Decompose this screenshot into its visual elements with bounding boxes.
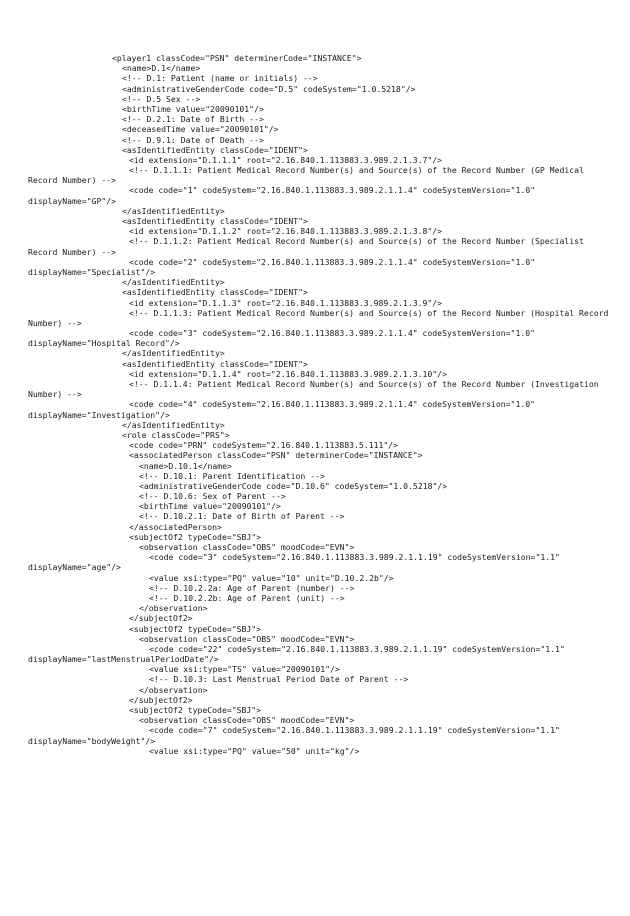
- code-line: <!-- D.10.1: Parent Identification -->: [139, 470, 325, 481]
- code-line: <value xsi:type="PQ" value="10" unit="D.10.2.2b"/>: [149, 572, 394, 583]
- code-line: <!-- D.1: Patient (name or initials) -->: [122, 73, 318, 84]
- code-line: <code code="1" codeSystem="2.16.840.1.113883.3.989.2.1.1.4" codeSystemVersion="1.0": [129, 185, 536, 196]
- code-line: displayName="bodyWeight"/>: [28, 735, 156, 746]
- code-line: <asIdentifiedEntity classCode="IDENT">: [122, 358, 308, 369]
- code-line: displayName="lastMenstrualPeriodDate"/>: [28, 654, 219, 665]
- code-line: <code code="3" codeSystem="2.16.840.1.113883.3.989.2.1.1.19" codeSystemVersion="1.1": [149, 552, 560, 563]
- code-line: <subjectOf2 typeCode="SBJ">: [129, 705, 262, 715]
- code-line: <birthTime value="20090101"/>: [122, 103, 264, 114]
- code-line: </subjectOf2>: [129, 694, 193, 705]
- code-line: <id extension="D.1.1.2" root="2.16.840.1.113883.3.989.2.1.3.8"/>: [129, 226, 443, 237]
- code-line: <asIdentifiedEntity classCode="IDENT">: [122, 287, 308, 298]
- code-line: <observation classCode="OBS" moodCode="EVN">: [139, 715, 355, 726]
- code-line: Record Number) -->: [28, 246, 117, 257]
- code-line: <subjectOf2 typeCode="SBJ">: [129, 623, 262, 634]
- code-line: <!-- D.10.6: Sex of Parent -->: [139, 491, 286, 502]
- code-line: <!-- D.10.2.2a: Age of Parent (number) -->: [149, 582, 355, 593]
- code-line: displayName="Investigation"/>: [28, 409, 170, 420]
- code-line: <id extension="D.1.1.1" root="2.16.840.1.113883.3.989.2.1.3.7"/>: [129, 154, 443, 165]
- code-line: Number) -->: [28, 389, 82, 400]
- code-line: <code code="22" codeSystem="2.16.840.1.113883.3.989.2.1.1.19" codeSystemVersion="1.1": [149, 643, 565, 654]
- code-line: <player1 classCode="PSN" determinerCode="INSTANCE">: [112, 53, 362, 63]
- code-line: <!-- D.1.1.4: Patient Medical Record Number(s) and Source(s) of the Record Number (Investigation: [129, 379, 599, 389]
- code-line: <!-- D.2.1: Date of Birth -->: [122, 114, 264, 125]
- code-line: <code code="4" codeSystem="2.16.840.1.113883.3.989.2.1.1.4" codeSystemVersion="1.0": [129, 399, 536, 410]
- code-line: <name>D.1</name>: [122, 63, 201, 74]
- code-line: <role classCode="PRS">: [122, 429, 230, 440]
- code-line: </observation>: [139, 603, 208, 614]
- code-line: displayName="age"/>: [28, 562, 121, 573]
- code-line: <associatedPerson classCode="PSN" determinerCode="INSTANCE">: [129, 450, 423, 461]
- code-line: <subjectOf2 typeCode="SBJ">: [129, 531, 262, 542]
- code-line: displayName="GP"/>: [28, 195, 117, 206]
- code-line: </asIdentifiedEntity>: [122, 205, 225, 216]
- code-line: </asIdentifiedEntity>: [122, 348, 225, 359]
- code-line: </observation>: [139, 684, 208, 695]
- code-line: </subjectOf2>: [129, 613, 193, 624]
- code-line: </associatedPerson>: [129, 521, 222, 532]
- code-line: <name>D.10.1</name>: [139, 460, 232, 471]
- code-line: <!-- D.1.1.3: Patient Medical Record Number(s) and Source(s) of the Record Number (Hospital Record: [129, 307, 609, 318]
- code-line: <value xsi:type="TS" value="20090101"/>: [149, 664, 340, 675]
- code-line: <!-- D.1.1.2: Patient Medical Record Number(s) and Source(s) of the Record Number (Specialist: [129, 236, 584, 247]
- code-line: Number) -->: [28, 317, 82, 328]
- code-line: <id extension="D.1.1.4" root="2.16.840.1.113883.3.989.2.1.3.10"/>: [129, 368, 447, 379]
- code-line: <deceasedTime value="20090101"/>: [122, 124, 279, 135]
- code-line: <code code="7" codeSystem="2.16.840.1.113883.3.989.2.1.1.19" codeSystemVersion="1.1": [149, 725, 560, 736]
- code-line: <code code="3" codeSystem="2.16.840.1.113883.3.989.2.1.1.4" codeSystemVersion="1.0": [129, 328, 536, 339]
- code-line: <!-- D.9.1: Date of Death -->: [122, 134, 264, 145]
- code-line: displayName="Specialist"/>: [28, 266, 156, 277]
- code-line: <!-- D.10.2.2b: Age of Parent (unit) -->: [149, 592, 345, 603]
- code-line: displayName="Hospital Record"/>: [28, 338, 180, 349]
- code-line: <administrativeGenderCode code="D.10.6" codeSystem="1.0.5218"/>: [139, 480, 448, 491]
- code-line: <code code="PRN" codeSystem="2.16.840.1.113883.5.111"/>: [129, 440, 399, 451]
- code-line: <!-- D.5 Sex -->: [122, 93, 201, 104]
- code-line: <asIdentifiedEntity classCode="IDENT">: [122, 144, 308, 155]
- code-line: <code code="2" codeSystem="2.16.840.1.113883.3.989.2.1.1.4" codeSystemVersion="1.0": [129, 256, 536, 267]
- code-line: </asIdentifiedEntity>: [122, 277, 225, 288]
- code-line: <administrativeGenderCode code="D.5" codeSystem="1.0.5218"/>: [122, 83, 416, 94]
- code-line: <!-- D.10.2.1: Date of Birth of Parent -->: [139, 511, 345, 522]
- code-line: <observation classCode="OBS" moodCode="EVN">: [139, 542, 355, 552]
- code-line: <id extension="D.1.1.3" root="2.16.840.1.113883.3.989.2.1.3.9"/>: [129, 297, 443, 308]
- code-line: <asIdentifiedEntity classCode="IDENT">: [122, 216, 308, 226]
- code-line: </asIdentifiedEntity>: [122, 419, 225, 430]
- code-line: <!-- D.10.3: Last Menstrual Period Date of Parent -->: [149, 674, 409, 685]
- code-line: <value xsi:type="PQ" value="50" unit="kg"/>: [149, 745, 360, 756]
- code-line: <birthTime value="20090101"/>: [139, 501, 281, 512]
- code-line: <!-- D.1.1.1: Patient Medical Record Number(s) and Source(s) of the Record Number (GP Medical: [129, 165, 584, 176]
- code-line: Record Number) -->: [28, 175, 117, 186]
- code-line: <observation classCode="OBS" moodCode="EVN">: [139, 633, 355, 644]
